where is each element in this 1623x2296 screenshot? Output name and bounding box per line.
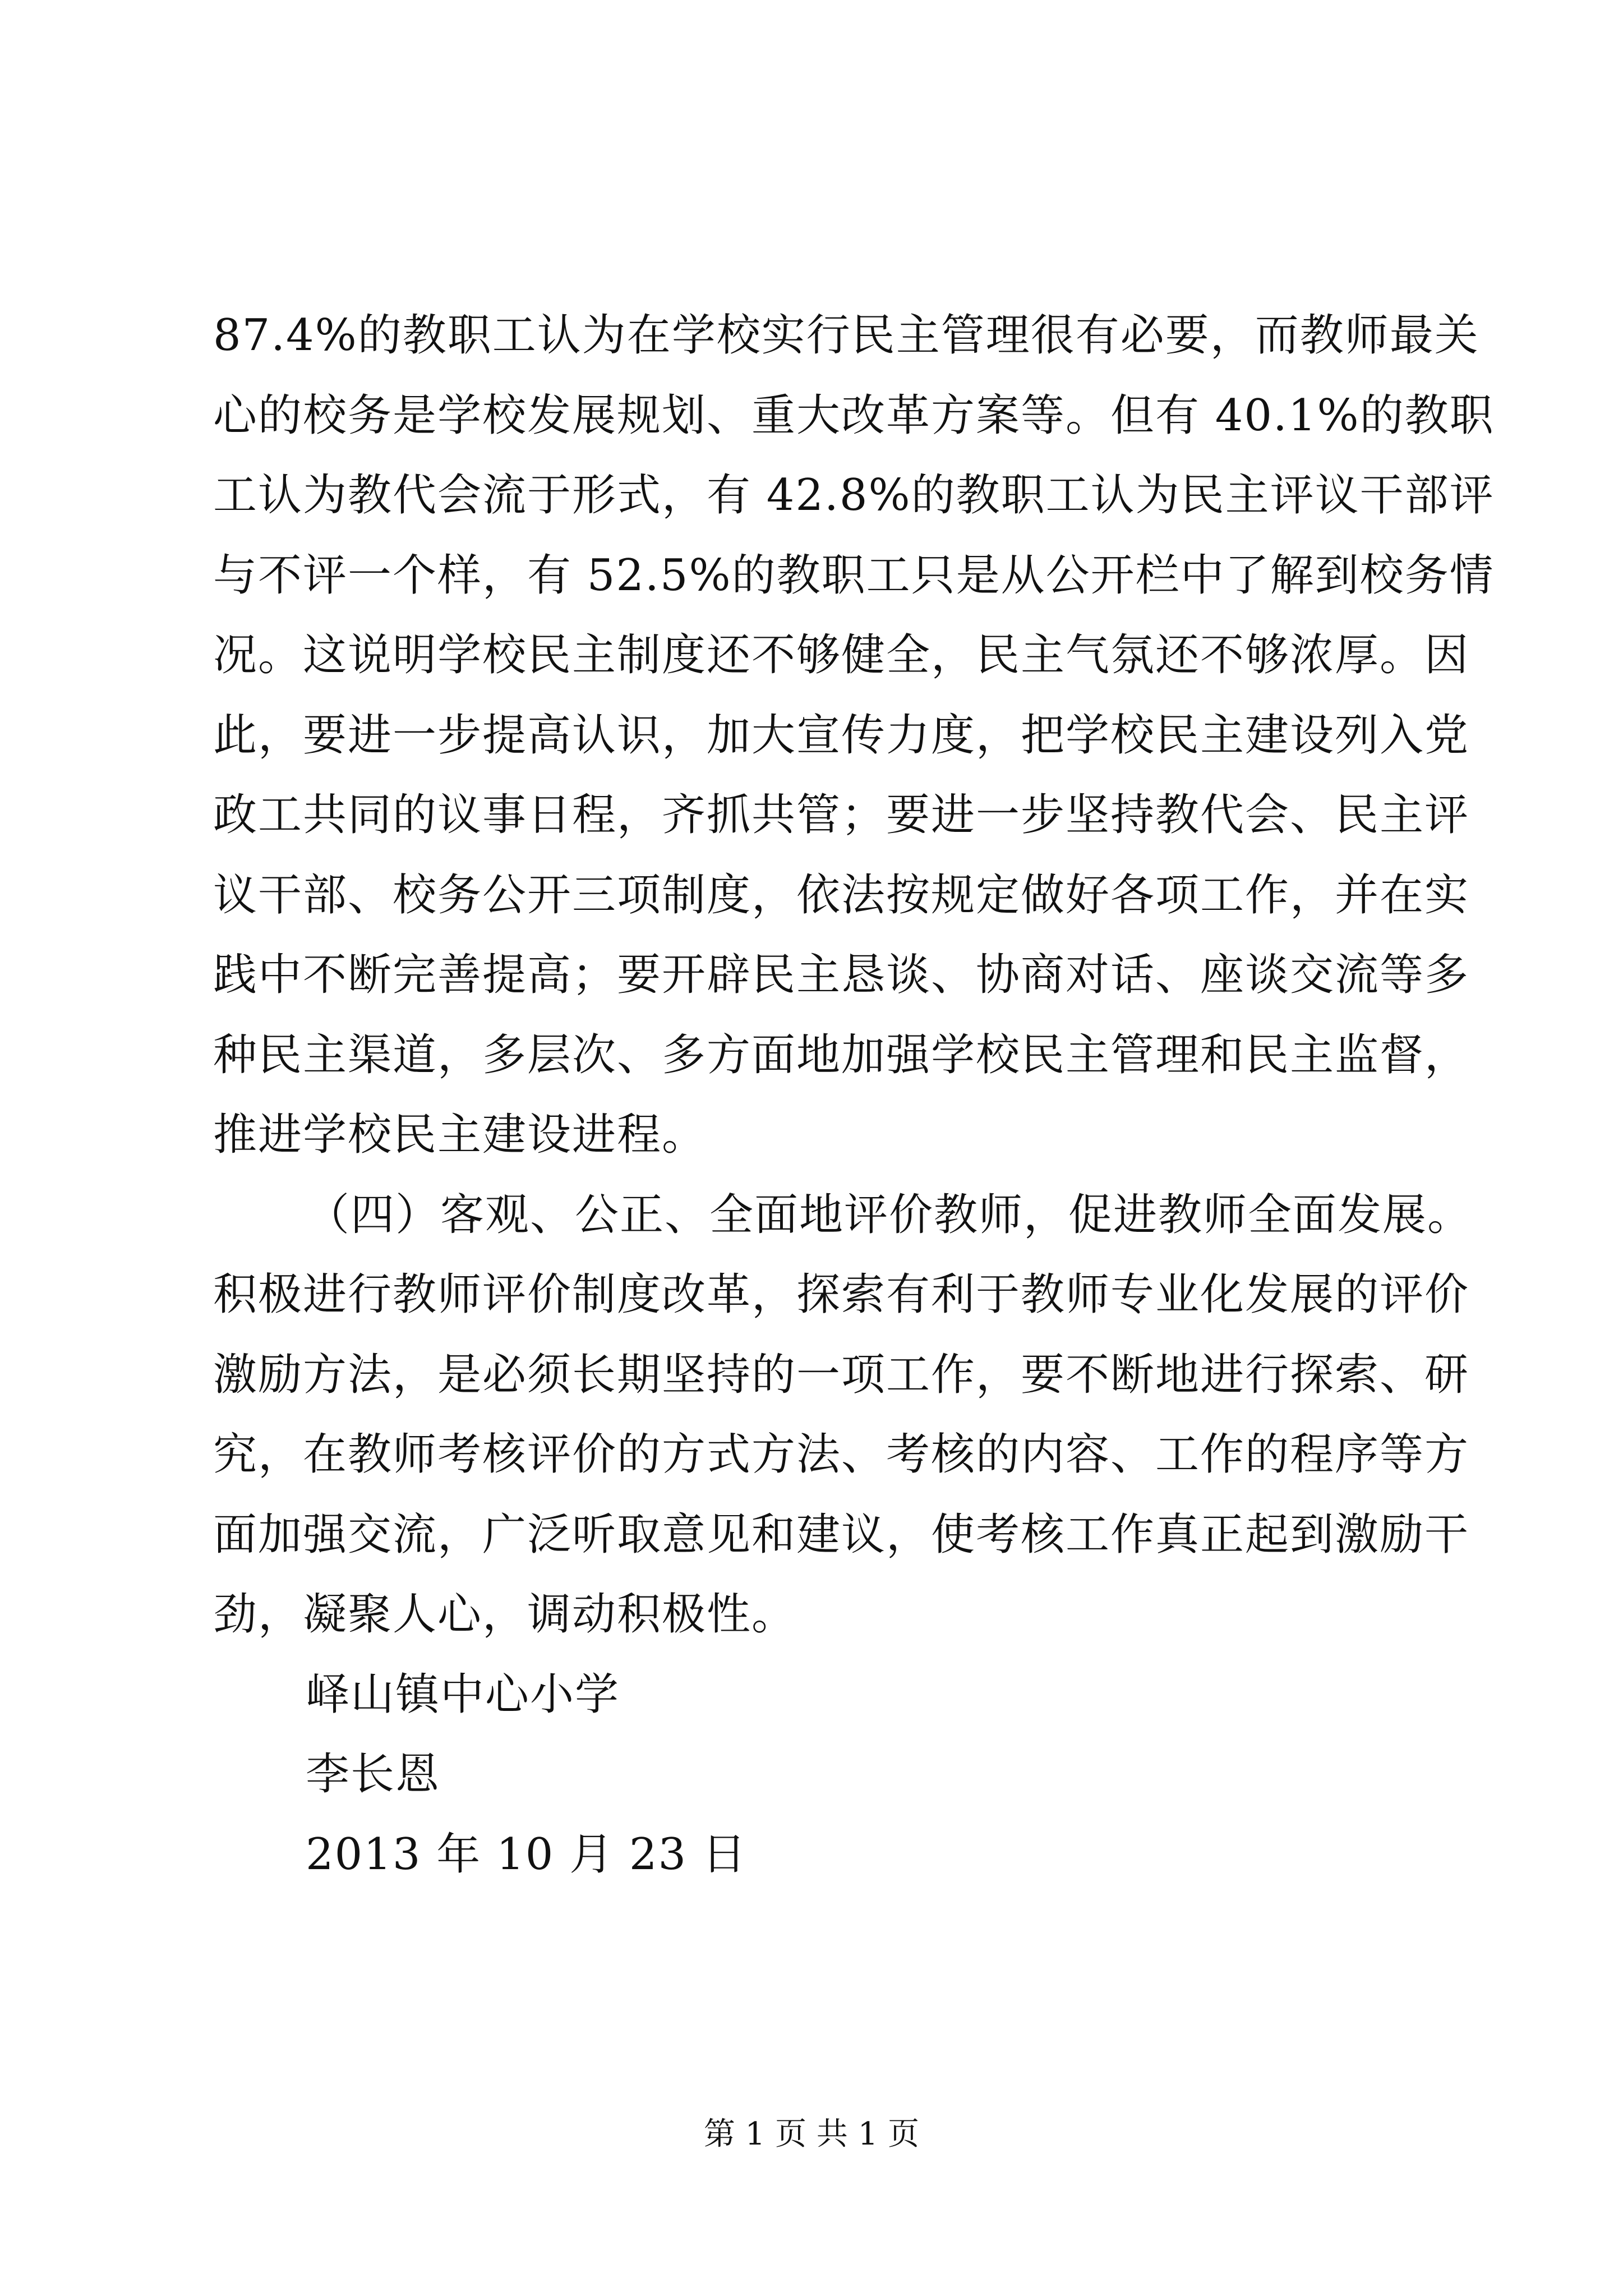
body-line: 激励方法，是必须长期坚持的一项工作，要不断地进行探索、研: [213, 1350, 1470, 1400]
body-line: 87.4%的教职工认为在学校实行民主管理很有必要，而教师最关: [213, 310, 1479, 361]
body-line: 究，在教师考核评价的方式方法、考核的内容、工作的程序等方: [213, 1429, 1470, 1480]
signature-date: 2013 年 10 月 23 日: [306, 1829, 747, 1880]
body-line: 推进学校民主建设进程。: [213, 1110, 707, 1160]
body-line: 积极进行教师评价制度改革，探索有利于教师专业化发展的评价: [213, 1269, 1470, 1320]
body-line: 与不评一个样，有 52.5%的教职工只是从公开栏中了解到校务情: [213, 550, 1495, 601]
body-line: 践中不断完善提高；要开辟民主恳谈、协商对话、座谈交流等多: [213, 950, 1470, 1000]
signature-school: 峄山镇中心小学: [306, 1669, 620, 1720]
body-line: 心的校务是学校发展规划、重大改革方案等。但有 40.1%的教职: [213, 390, 1495, 441]
body-line: 此，要进一步提高认识，加大宣传力度，把学校民主建设列入党: [213, 710, 1470, 761]
body-line: 工认为教代会流于形式，有 42.8%的教职工认为民主评议干部评: [213, 470, 1495, 521]
signature-author: 李长恩: [306, 1749, 441, 1800]
body-line: 劲，凝聚人心，调动积极性。: [213, 1589, 797, 1640]
section-heading: （四）客观、公正、全面地评价教师，促进教师全面发展。: [306, 1190, 1473, 1240]
body-line: 种民主渠道，多层次、多方面地加强学校民主管理和民主监督，: [213, 1030, 1470, 1080]
page-footer: 第 1 页 共 1 页: [703, 2116, 920, 2152]
body-line: 面加强交流，广泛听取意见和建议，使考核工作真正起到激励干: [213, 1510, 1470, 1560]
body-line: 议干部、校务公开三项制度，依法按规定做好各项工作，并在实: [213, 870, 1470, 921]
body-line: 况。这说明学校民主制度还不够健全，民主气氛还不够浓厚。因: [213, 630, 1470, 680]
body-line: 政工共同的议事日程，齐抓共管；要进一步坚持教代会、民主评: [213, 790, 1470, 840]
